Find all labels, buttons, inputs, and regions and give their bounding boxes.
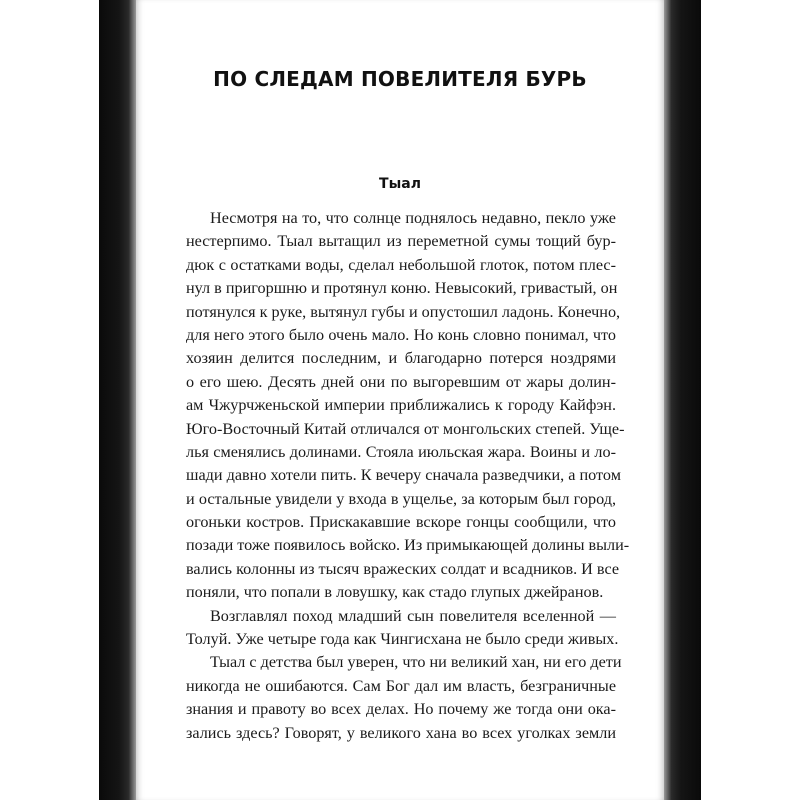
text-line: лья сменялись долинами. Стояла июльская жара. Воины и ло-: [186, 442, 616, 461]
text-line: вались колонны из тысяч вражеских солдат и всадников. И все: [186, 559, 620, 578]
text-line: Возглавлял поход младший сын повелителя вселенной —: [210, 606, 616, 625]
text-line: ам Чжурчженьской империи приближались к городу Кайфэн.: [186, 396, 616, 415]
chapter-heading: Тыал: [379, 176, 421, 192]
page-edge-right: [664, 0, 701, 800]
text-line: никогда не ошибаются. Сам Бог дал им власть, безграничные: [186, 676, 616, 695]
text-line: поняли, что попали в ловушку, как стадо глупых джейранов.: [186, 583, 604, 602]
text-line: нул в пригоршню и протянул коню. Невысокий, гривастый, он: [186, 279, 618, 298]
text-line: знания и правоту во всех делах. Но почему же тогда они ока-: [186, 700, 616, 719]
text-line: шади давно хотели пить. К вечеру сначала разведчики, а потом: [186, 466, 621, 485]
text-line: Тыал с детства был уверен, что ни великий хан, ни его дети: [210, 653, 622, 672]
text-line: для него этого было очень мало. Но конь словно понимал, что: [186, 325, 616, 344]
text-line: Юго-Восточный Китай отличался от монгольских степей. Уще-: [186, 419, 625, 438]
text-line: дюк с остатками воды, сделал небольшой глоток, потом плес-: [186, 255, 616, 274]
text-line: Толуй. Уже четыре года как Чингисхана не было среди живых.: [186, 630, 619, 649]
body-text: [186, 207, 630, 745]
page-title: ПО СЛЕДАМ ПОВЕЛИТЕЛЯ БУРЬ: [213, 67, 587, 91]
text-line: нестерпимо. Тыал вытащил из переметной сумы тощий бур-: [186, 232, 616, 251]
text-line: о его шею. Десять дней они по выгоревшим от жары долин-: [186, 372, 616, 391]
text-line: зались здесь? Говорят, у великого хана во всех уголках земли: [186, 723, 616, 742]
book-page: [136, 0, 664, 800]
text-line: потянулся к руке, вытянул губы и опустошил ладонь. Конечно,: [186, 302, 621, 321]
text-line: и остальные увидели у входа в ущелье, за которым был город,: [186, 489, 616, 508]
page-edge-left: [99, 0, 136, 800]
text-line: хозяин делится последним, и благодарно потерся ноздрями: [186, 349, 616, 368]
text-line: Несмотря на то, что солнце поднялось недавно, пекло уже: [210, 209, 616, 227]
text-line: позади тоже появилось войско. Из примыкающей долины выли-: [186, 536, 630, 555]
text-line: огоньки костров. Прискакавшие вскоре гонцы сообщили, что: [186, 513, 616, 532]
